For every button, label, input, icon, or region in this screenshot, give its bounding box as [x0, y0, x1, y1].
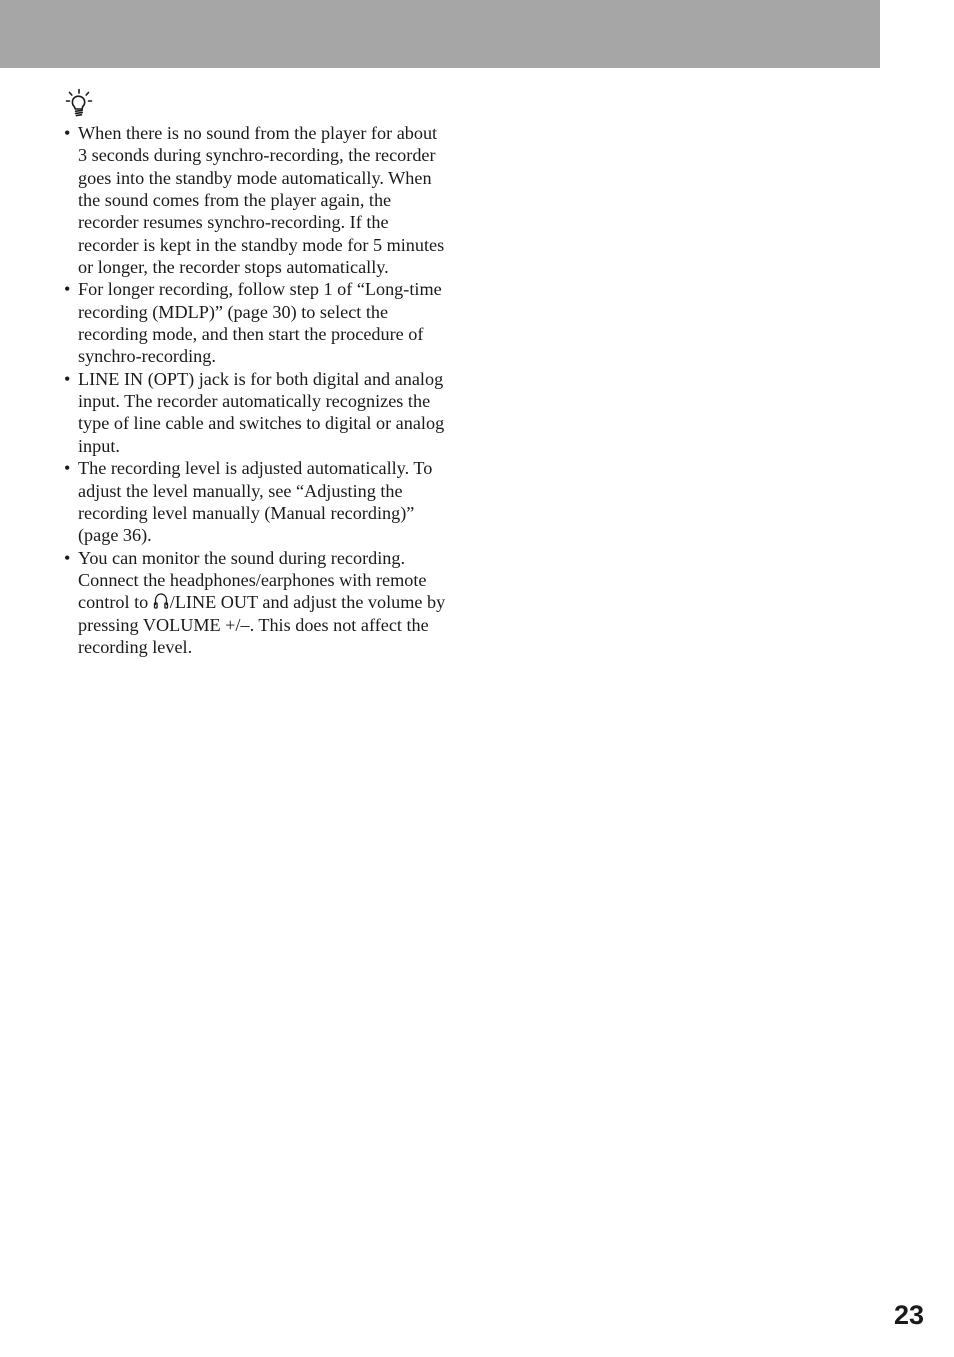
- tip-item-monitor: [64, 547, 448, 659]
- headphones-icon: [153, 592, 169, 610]
- tip-item: [64, 457, 448, 546]
- header-band: [0, 0, 880, 68]
- bullet-marker: •: [64, 547, 71, 568]
- lightbulb-hint-icon: [64, 88, 94, 118]
- tip-text: LINE IN (OPT) jack is for both digital and analog input. The recorder automatically recognizes the type of line cable and switches to digital or analog input.: [78, 368, 445, 456]
- tip-text-after-icon: /LINE OUT and adjust the volume by pressing VOLUME +/–. This does not affect the recording level.: [78, 592, 446, 657]
- tip-item: [64, 122, 448, 278]
- bullet-marker: •: [64, 279, 71, 300]
- tip-text: For longer recording, follow step 1 of “Long-time recording (MDLP)” (page 30) to select the recording mode, and then start the procedure of synchro-recording.: [78, 279, 442, 367]
- bullet-marker: •: [64, 458, 71, 479]
- tip-item: [64, 278, 448, 367]
- bullet-marker: •: [64, 368, 71, 389]
- tips-list: [64, 122, 448, 658]
- bullet-marker: •: [64, 123, 71, 143]
- tip-text: The recording level is adjusted automatically. To adjust the level manually, see “Adjusting the recording level manually (Manual recording)” (page 36).: [78, 458, 433, 546]
- tip-text-before-icon: You can monitor the sound during recording. Connect the headphones/earphones with remote control to: [78, 547, 427, 613]
- page-number: 23: [893, 1300, 924, 1330]
- tip-item: [64, 368, 448, 457]
- tip-text: When there is no sound from the player for about 3 seconds during synchro-recording, the recorder goes into the standby mode automatically. When the sound comes from the player again, the recorder resumes synchro-recording. If the recorder is kept in the standby mode for 5 minutes or longer, the recorder stops automatically.: [78, 123, 445, 278]
